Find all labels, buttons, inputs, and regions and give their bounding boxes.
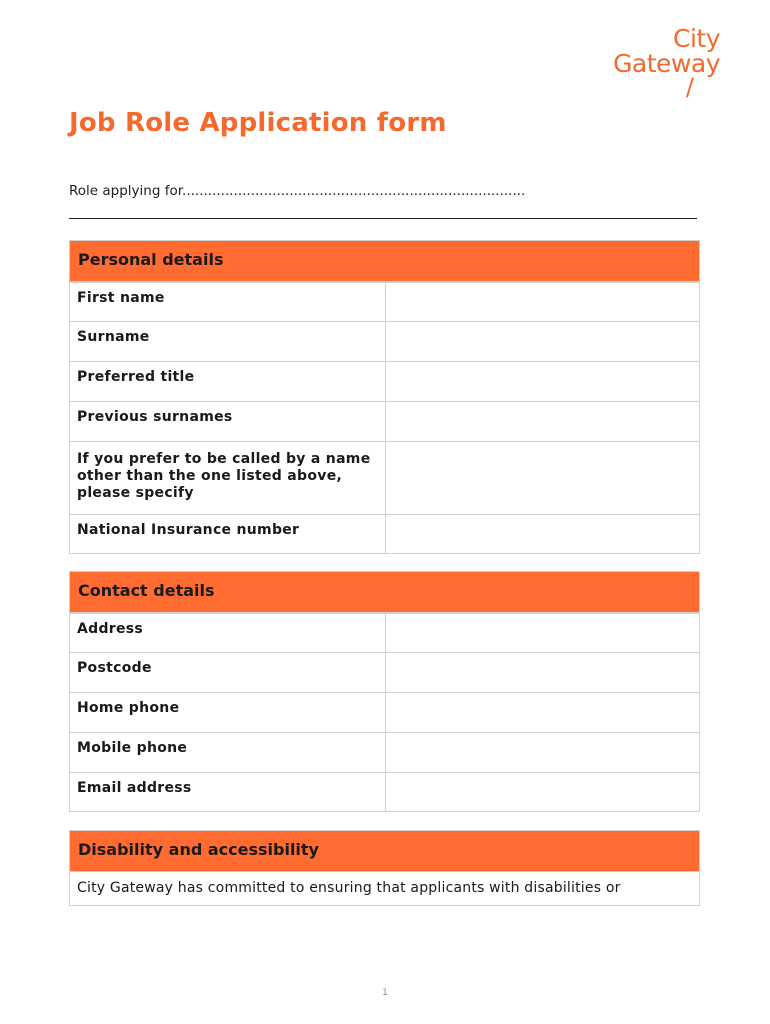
role-dots: ................................................................................	[182, 183, 526, 199]
email-address-label: Email address	[70, 773, 386, 811]
previous-surnames-label: Previous surnames	[70, 402, 386, 441]
table-row	[70, 401, 699, 441]
home-phone-field[interactable]	[386, 693, 699, 732]
table-row	[70, 441, 699, 514]
logo-line-gateway: Gateway	[613, 49, 720, 78]
table-row	[70, 514, 699, 553]
surname-field[interactable]	[386, 322, 699, 361]
personal-details-section	[69, 240, 700, 554]
page-title: Job Role Application form	[69, 108, 447, 138]
role-label: Role applying for	[69, 183, 183, 199]
table-row	[70, 652, 699, 692]
previous-surnames-field[interactable]	[386, 402, 699, 441]
preferred-title-field[interactable]	[386, 362, 699, 401]
first-name-field[interactable]	[386, 283, 699, 321]
logo-line-city: City	[673, 24, 720, 53]
table-row	[70, 732, 699, 772]
preferred-name-field[interactable]	[386, 442, 699, 514]
disability-heading: Disability and accessibility	[70, 831, 699, 872]
mobile-phone-label: Mobile phone	[70, 733, 386, 772]
page-number: 1	[382, 988, 388, 998]
national-insurance-label: National Insurance number	[70, 515, 386, 553]
mobile-phone-field[interactable]	[386, 733, 699, 772]
contact-details-heading: Contact details	[70, 572, 699, 613]
address-label: Address	[70, 614, 386, 652]
role-underline	[69, 218, 697, 219]
contact-details-section	[69, 571, 700, 812]
surname-label: Surname	[70, 322, 386, 361]
home-phone-label: Home phone	[70, 693, 386, 732]
disability-text: City Gateway has committed to ensuring that applicants with disabilities or	[77, 880, 621, 896]
logo-slash: /	[685, 73, 694, 101]
preferred-title-label: Preferred title	[70, 362, 386, 401]
table-row	[70, 321, 699, 361]
address-field[interactable]	[386, 614, 699, 652]
table-row	[70, 361, 699, 401]
email-address-field[interactable]	[386, 773, 699, 811]
table-row	[70, 282, 699, 321]
personal-details-heading: Personal details	[70, 241, 699, 282]
table-row	[70, 613, 699, 652]
postcode-field[interactable]	[386, 653, 699, 692]
first-name-label: First name	[70, 283, 386, 321]
role-applying-for[interactable]	[69, 183, 525, 199]
city-gateway-logo	[596, 24, 720, 101]
table-row	[70, 772, 699, 811]
preferred-name-label: If you prefer to be called by a name other than the one listed above, please specify	[70, 442, 386, 514]
table-row	[70, 692, 699, 732]
national-insurance-field[interactable]	[386, 515, 699, 553]
disability-section	[69, 830, 700, 906]
postcode-label: Postcode	[70, 653, 386, 692]
